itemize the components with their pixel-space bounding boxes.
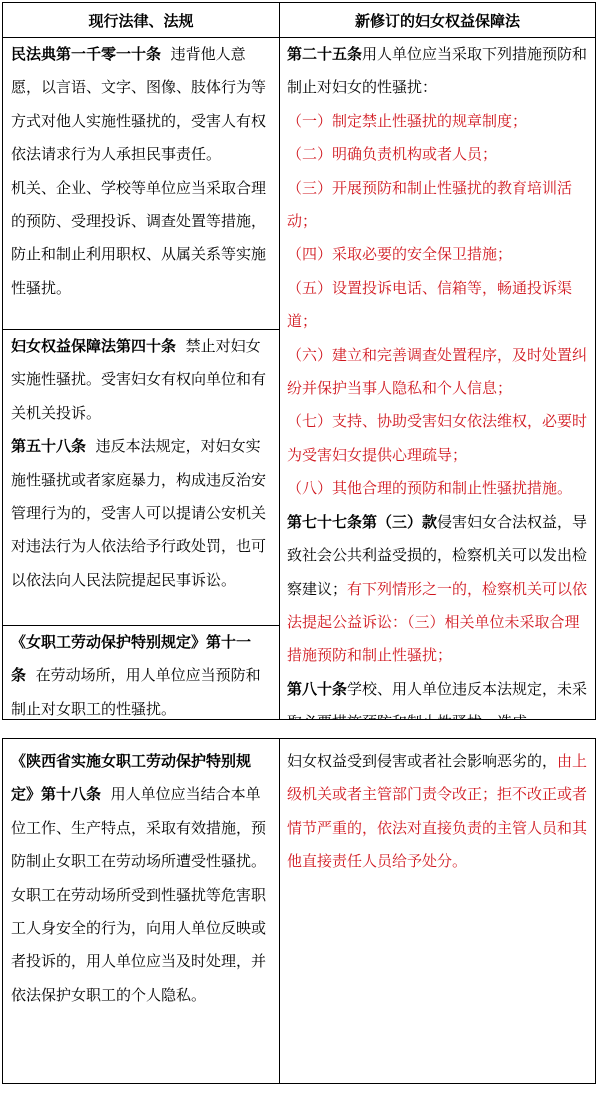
article-text: 用人单位应当结合本单位工作、生产特点，采取有效措施，预防制止女职工在劳动场所遭受性骚扰。 [11,785,267,871]
comparison-table-part-1 [2,2,596,720]
article-title: 第八十条 [287,679,348,698]
article-text-highlight: 由上级机关或者主管部门责令改正；拒不改正或者情节严重的，依法对直接负责的主管人员和其他直接责任人员给予处分。 [287,752,588,871]
article-text: 学校、用人单位违反本法规定，未采 [347,679,588,698]
civil-code-article-1010 [11,38,273,305]
measure-item: （六）建立和完善调查处置程序，及时处置纠纷并保护当事人隐私和个人信息； [287,345,588,398]
article-text: 禁止对妇女实施性骚扰。受害妇女有权向单位和有关机关投诉。 [11,337,267,422]
article-text: 机关、企业、学校等单位应当采取合理的预防、受理投诉、调查处置等措施，防止和制止利用职权、从属关系等实施性骚扰。 [11,178,267,297]
article-text: 违背他人意愿，以言语、文字、图像、肢体行为等方式对他人实施性骚扰的，受害人有权依法请求行为人承担民事责任。 [11,45,267,164]
women-rights-law-articles [11,330,273,597]
measure-item: （四）采取必要的安全保卫措施； [287,245,513,264]
column-divider [279,3,280,719]
article-title: 第七十七条第（三）款 [287,512,438,531]
measure-item: （八）其他合理的预防和制止性骚扰措施。 [287,479,573,498]
article-title: 《陕西省实施女职工劳动保护特别规定》第十八条 [11,752,252,804]
measure-item: （七）支持、协助受害妇女依法维权，必要时为受害妇女提供心理疏导； [287,412,588,464]
comparison-table-part-2 [2,738,596,1084]
article-text: 违反本法规定，对妇女实施性骚扰或者家庭暴力，构成违反治安管理行为的，受害人可以提请公安机关对违法行为人依法给予行政处罚，也可以依法向人民法院提起民事诉讼。 [11,437,267,589]
article-title: 《女职工劳动保护特别规定》第十一条 [11,633,252,685]
article-title: 妇女权益保障法第四十条 [11,337,177,355]
header-left: 现行法律、法规 [88,11,194,30]
article-text-highlight: 有下列情形之一的，检察机关可以依法提起公益诉讼：（三）相关单位未采取合理措施预防和制止性骚扰； [287,579,588,665]
article-title: 第五十八条 [11,437,87,456]
article-title: 第二十五条 [287,45,363,63]
measure-item: （三）开展预防和制止性骚扰的教育培训活动； [287,178,573,231]
article-80-continued [287,745,591,879]
article-text: 在劳动场所，用人单位应当预防和制止对女职工的性骚扰。 [11,666,261,718]
article-text: 侵害妇女合法权益，导致社会公共利益受损的，检察机关可以发出检察建议； [287,512,588,598]
article-text: 妇女权益受到侵害或者社会影响恶劣的， [287,752,558,770]
female-worker-protection-article-11 [11,626,273,726]
measure-item: （一）制定禁止性骚扰的规章制度； [287,111,528,130]
measure-item: （五）设置投诉电话、信箱等，畅通投诉渠道； [287,278,573,331]
article-title: 民法典第一千零一十条 [11,45,162,63]
article-text: 女职工在劳动场所受到性骚扰等危害职工人身安全的行为，向用人单位反映或者投诉的，用人单位应当及时处理，并依法保护女职工的个人隐私。 [11,885,267,1004]
header-right: 新修订的妇女权益保障法 [354,11,520,30]
article-text: 用人单位应当采取下列措施预防和制止对妇女的性骚扰： [287,45,588,97]
new-law-articles [287,38,591,740]
page-gap [0,720,600,738]
shaanxi-provision-article-18 [11,745,273,1012]
measure-item: （二）明确负责机构或者人员； [287,145,498,164]
column-divider [279,739,280,1083]
